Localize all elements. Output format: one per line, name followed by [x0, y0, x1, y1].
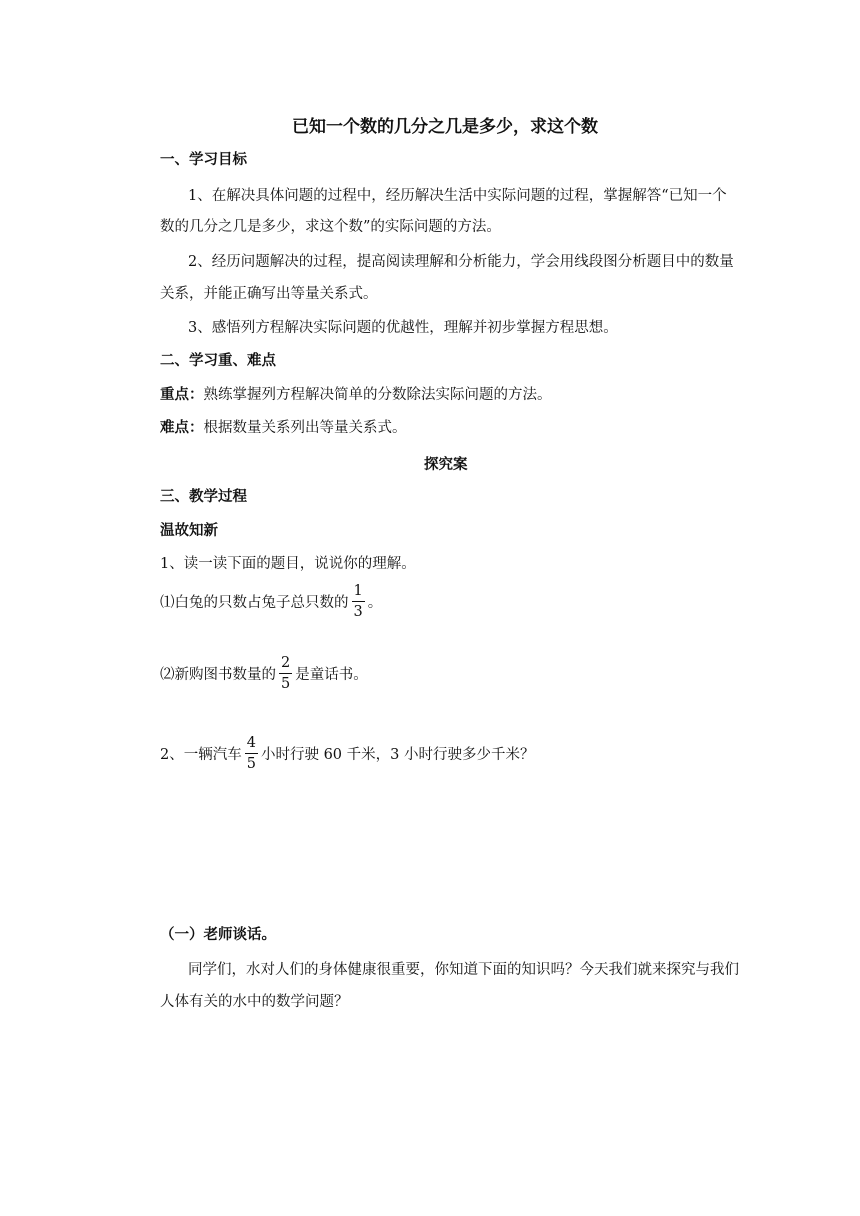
page-title: 已知一个数的几分之几是多少，求这个数 — [292, 117, 598, 137]
subheading-review: 温故知新 — [160, 523, 218, 539]
fraction-numerator: 1 — [353, 583, 363, 599]
difficult-point-text: 根据数量关系列出等量关系式。 — [203, 420, 407, 436]
heading-learning-goals: 一、学习目标 — [160, 152, 247, 168]
question-1b-text: ⑵新购图书数量的 — [160, 667, 276, 683]
question-1: 1、读一读下面的题目，说说你的理解。 — [160, 556, 416, 572]
heading-inquiry: 探究案 — [424, 457, 468, 473]
key-point-text: 熟练掌握列方程解决简单的分数除法实际问题的方法。 — [203, 387, 552, 403]
question-2 — [160, 736, 534, 771]
teacher-talk-line-2: 人体有关的水中的数学问题？ — [160, 994, 349, 1010]
fraction-1-3 — [352, 584, 365, 619]
question-1a — [160, 584, 382, 619]
fraction-numerator: 2 — [281, 655, 291, 671]
question-1b-end: 是童话书。 — [295, 667, 368, 683]
question-1a-text: ⑴白兔的只数占兔子总只数的 — [160, 595, 349, 611]
goal-1-line-2: 数的几分之几是多少，求这个数”的实际问题的方法。 — [160, 219, 501, 235]
fraction-denominator: 5 — [246, 755, 256, 772]
key-point — [160, 383, 552, 404]
teacher-talk-line-1: 同学们，水对人们的身体健康很重要，你知道下面的知识吗？今天我们就来探究与我们 — [188, 962, 739, 978]
goal-2-line-1: 2、经历问题解决的过程，提高阅读理解和分析能力，学会用线段图分析题目中的数量 — [188, 254, 734, 270]
goal-2-line-2: 关系，并能正确写出等量关系式。 — [160, 286, 378, 302]
fraction-2-5 — [279, 656, 292, 691]
question-1a-end: 。 — [367, 595, 383, 611]
heading-teacher-talk: （一）老师谈话。 — [160, 927, 276, 943]
fraction-4-5 — [245, 736, 258, 771]
question-1b — [160, 656, 368, 691]
heading-teaching-process: 三、教学过程 — [160, 489, 247, 505]
fraction-numerator: 4 — [246, 735, 256, 751]
fraction-denominator: 3 — [353, 603, 363, 620]
difficult-point-label: 难点： — [160, 420, 204, 436]
goal-1-line-1: 1、在解决具体问题的过程中，经历解决生活中实际问题的过程，掌握解答“已知一个 — [188, 188, 727, 204]
fraction-denominator: 5 — [281, 675, 291, 692]
question-2-text: 2、一辆汽车 — [160, 747, 242, 763]
key-point-label: 重点： — [160, 387, 204, 403]
goal-3: 3、感悟列方程解决实际问题的优越性，理解并初步掌握方程思想。 — [188, 320, 618, 336]
heading-key-points: 二、学习重、难点 — [160, 353, 276, 369]
question-2-end: 小时行驶 60 千米，3 小时行驶多少千米？ — [260, 747, 535, 763]
difficult-point — [160, 416, 407, 437]
